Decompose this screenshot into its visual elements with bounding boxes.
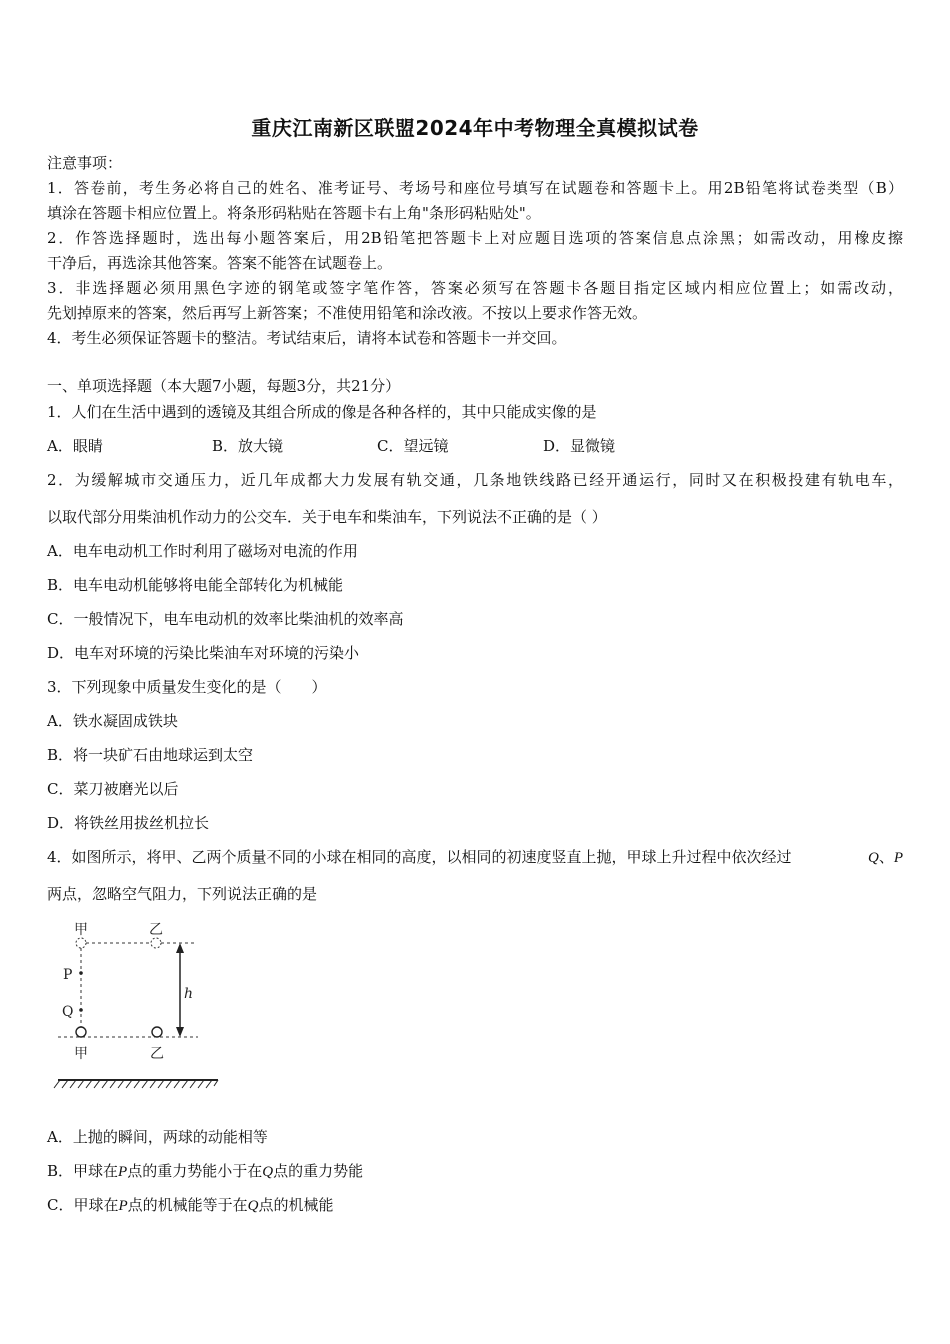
- notice-line-6: 先划掉原来的答案，然后再写上新答案；不准使用铅笔和涂改液。不按以上要求作答无效。: [47, 304, 648, 322]
- q4-stem-2: 两点，忽略空气阻力，下列说法正确的是: [47, 885, 318, 903]
- q4-option-b-post: 点的重力势能: [273, 1162, 364, 1180]
- q4-stem-1: [47, 847, 903, 868]
- q4-stem-1-points: [868, 847, 903, 868]
- ball-jia-top-ghost: [76, 938, 86, 948]
- q1-option-a: A．眼睛: [47, 437, 103, 455]
- ground-hatching: [54, 1080, 218, 1088]
- q1-option-d: D．显微镜: [543, 437, 616, 455]
- notice-line-7: 4．考生必须保证答题卡的整洁。考试结束后，请将本试卷和答题卡一并交回。: [47, 329, 567, 347]
- q1-option-c: C．望远镜: [377, 437, 449, 455]
- page-title: 重庆江南新区联盟2024年中考物理全真模拟试卷: [251, 116, 699, 140]
- q2-option-b: B．电车电动机能够将电能全部转化为机械能: [47, 576, 344, 594]
- q2-option-d: D．电车对环境的污染比柴油车对环境的污染小: [47, 644, 360, 662]
- q3-option-d: D．将铁丝用拔丝机拉长: [47, 814, 210, 832]
- q2-stem-1: 2．为缓解城市交通压力，近几年成都大力发展有轨交通，几条地铁线路已经开通运行，同时又在积极投建有轨电车，: [47, 471, 903, 489]
- q4-option-a: A．上抛的瞬间，两球的动能相等: [47, 1128, 268, 1146]
- label-yi-bottom: 乙: [150, 1046, 164, 1062]
- q4-option-b-pre: B．甲球在: [47, 1162, 119, 1180]
- q4-stem-1-text: 4．如图所示，将甲、乙两个质量不同的小球在相同的高度，以相同的初速度竖直上抛，甲球上升过程中依次经过: [47, 848, 792, 866]
- label-jia-top: 甲: [74, 922, 88, 938]
- q4-stem-p: P: [893, 850, 903, 866]
- notice-line-1: 1．答卷前，考生务必将自己的姓名、准考证号、考场号和座位号填写在试题卷和答题卡上。用2B铅笔将试卷类型（B）: [47, 179, 903, 197]
- notice-line-3: 2．作答选择题时，选出每小题答案后，用2B铅笔把答题卡上对应题目选项的答案信息点涂黑；如需改动，用橡皮擦: [47, 229, 903, 247]
- section-heading: 一、单项选择题（本大题7小题，每题3分，共21分）: [47, 377, 401, 395]
- q4-option-b: [47, 1161, 363, 1182]
- q3-option-a: A．铁水凝固成铁块: [47, 712, 178, 730]
- q4-option-c: [47, 1195, 334, 1216]
- q3-stem: 3．下列现象中质量发生变化的是（ ）: [47, 678, 327, 696]
- q2-option-a: A．电车电动机工作时利用了磁场对电流的作用: [47, 542, 358, 560]
- label-yi-top: 乙: [149, 922, 163, 938]
- label-h: h: [184, 986, 194, 1002]
- ball-jia: [76, 1027, 86, 1037]
- q4-option-b-p: P: [118, 1164, 128, 1180]
- q4-option-b-q: Q: [262, 1164, 274, 1180]
- height-arrow-head-top: [176, 943, 184, 953]
- q3-option-c: C．菜刀被磨光以后: [47, 780, 179, 798]
- label-jia-bottom: 甲: [74, 1046, 88, 1062]
- label-q: Q: [62, 1004, 74, 1020]
- q4-figure: [50, 915, 230, 1095]
- q4-stem-q: Q: [867, 850, 879, 866]
- notice-line-2: 填涂在答题卡相应位置上。将条形码粘贴在答题卡右上角"条形码粘贴处"。: [47, 204, 541, 222]
- notice-line-5: 3．非选择题必须用黑色字迹的钢笔或签字笔作答，答案必须写在答题卡各题目指定区域内相应位置上；如需改动，: [47, 279, 903, 297]
- q4-diagram: [50, 915, 230, 1095]
- height-arrow-head-bottom: [176, 1027, 184, 1037]
- q4-option-c-pre: C．甲球在: [47, 1196, 119, 1214]
- q3-option-b: B．将一块矿石由地球运到太空: [47, 746, 254, 764]
- point-p: [79, 971, 83, 975]
- notice-line-4: 干净后，再选涂其他答案。答案不能答在试题卷上。: [47, 254, 393, 272]
- notice-heading: 注意事项：: [47, 154, 123, 172]
- q4-option-b-mid: 点的重力势能小于在: [127, 1162, 263, 1180]
- label-p: P: [63, 967, 73, 983]
- q4-stem-sep: 、: [878, 848, 894, 866]
- q4-option-c-post: 点的机械能: [258, 1196, 334, 1214]
- point-q: [79, 1008, 83, 1012]
- q2-option-c: C．一般情况下，电车电动机的效率比柴油机的效率高: [47, 610, 404, 628]
- ball-yi-top-ghost: [151, 938, 161, 948]
- ball-yi: [152, 1027, 162, 1037]
- q4-option-c-q: Q: [247, 1198, 259, 1214]
- q4-option-c-p: P: [118, 1198, 128, 1214]
- q2-stem-2: 以取代部分用柴油机作动力的公交车．关于电车和柴油车，下列说法不正确的是（ ）: [47, 508, 607, 526]
- q1-option-b: B．放大镜: [212, 437, 284, 455]
- q4-option-c-mid: 点的机械能等于在: [127, 1196, 248, 1214]
- q1-stem: 1．人们在生活中遇到的透镜及其组合所成的像是各种各样的，其中只能成实像的是: [47, 403, 597, 421]
